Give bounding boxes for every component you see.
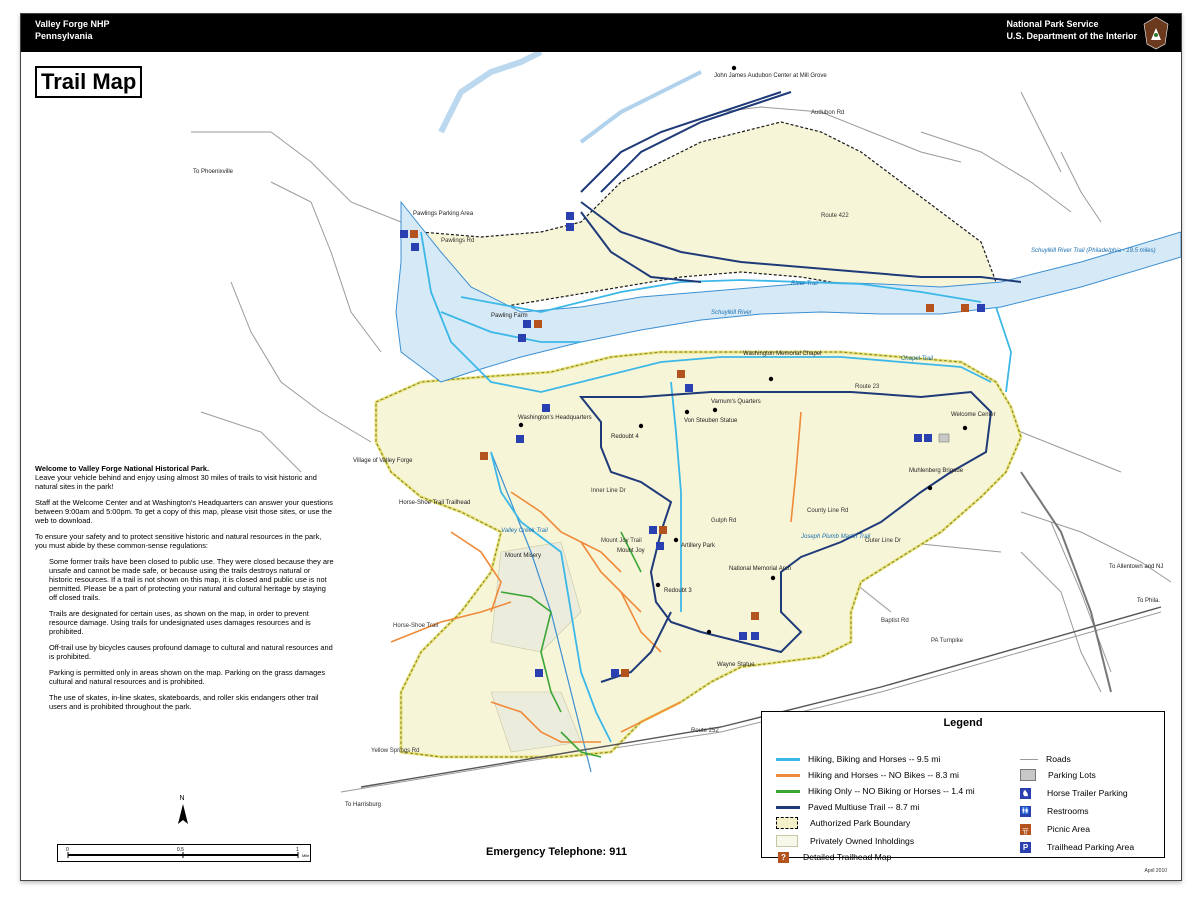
label-route252: Route 252	[691, 728, 719, 734]
label-to-allentown: To Allentown and NJ	[1109, 564, 1164, 570]
rule-closed-trails: Some former trails have been closed to public use. They were closed because they are unsafe and cannot be made safe, or because using the trails destroys natural or historic resources. If a trail is not shown on this map, it is closed and public use is not permitted. Please be a part of protecting your natural and cultural heritage by staying off closed trails.	[49, 557, 334, 602]
label-river-trail: River Trail	[791, 281, 818, 287]
swatch-inholding	[776, 835, 798, 847]
swatch-road	[1020, 759, 1038, 760]
swatch-orange	[776, 774, 800, 777]
park-boundary-south	[376, 352, 1021, 757]
label-village: Village of Valley Forge	[353, 458, 413, 464]
intro-p3: To ensure your safety and to protect sensitive historic and natural resources in the park, you must abide by these common-sense regulations:	[35, 532, 322, 550]
label-pa-turnpike: PA Turnpike	[931, 638, 963, 644]
legend-item-roads: Roads	[1020, 752, 1071, 766]
label-horse-shoe-trailhead: Horse-Shoe Trail Trailhead	[399, 500, 471, 506]
label-valley-creek-trail: Valley Creek Trail	[501, 528, 548, 534]
scale-tick-half: 0.5	[177, 847, 184, 853]
legend-item-hiking-horses: Hiking and Horses -- NO Bikes -- 8.3 mi	[776, 768, 959, 782]
label-to-harrisburg: To Harrisburg	[345, 802, 382, 808]
legend-item-boundary: Authorized Park Boundary	[776, 816, 910, 830]
label-county-line-rd: County Line Rd	[807, 508, 849, 514]
label-redoubt4: Redoubt 4	[611, 434, 639, 440]
label-chapel: Washington Memorial Chapel	[743, 351, 822, 357]
label-inner-line-dr: Inner Line Dr	[591, 488, 626, 494]
perkiomen-creek	[441, 52, 541, 132]
swatch-green	[776, 790, 800, 793]
date-stamp: April 2010	[1144, 868, 1167, 874]
label-redoubt3: Redoubt 3	[664, 588, 692, 594]
swatch-boundary	[776, 817, 798, 829]
agency-name: National Park Service	[1006, 19, 1099, 29]
label-mount-joy-trail: Mount Joy Trail	[601, 538, 642, 544]
rule-offtrail-bikes: Off-trail use by bicycles causes profound damage to cultural and natural resources and is prohibited.	[49, 643, 333, 661]
route-422-east	[1021, 472, 1111, 692]
legend-item-inholdings: Privately Owned Inholdings	[776, 834, 914, 848]
park-boundary-north	[421, 122, 996, 312]
legend-item-restrooms: 🚻 Restrooms	[1021, 806, 1089, 816]
label-muhlenberg: Muhlenberg Brigade	[909, 468, 964, 474]
north-arrow-icon	[173, 792, 193, 828]
horse-trailer-icon: ♞	[1021, 788, 1030, 798]
restroom-icon: 🚻	[1020, 806, 1031, 817]
scale-tick-0: 0	[66, 847, 69, 853]
intro-heading: Welcome to Valley Forge National Historical Park.	[35, 464, 210, 473]
label-varnum: Varnum's Quarters	[711, 399, 761, 405]
label-schuylkill-river: Schuylkill River	[711, 310, 752, 316]
map-sheet	[20, 13, 1182, 881]
label-pawling-farm: Pawling Farm	[491, 313, 528, 319]
rule-designated-use: Trails are designated for certain uses, as shown on the map, in order to prevent resource damage. Using trails for undesignated uses damages resources and is prohibited.	[49, 609, 311, 636]
label-mount-joy: Mount Joy	[617, 548, 645, 554]
intro-text	[35, 464, 335, 718]
legend-item-trailhead-parking: P Trailhead Parking Area	[1020, 840, 1134, 854]
label-artillery-park: Artillery Park	[681, 543, 716, 549]
park-name: Valley Forge NHP	[35, 19, 110, 29]
label-von-steuben: Von Steuben Statue	[684, 418, 738, 424]
swatch-dark-blue	[776, 806, 800, 809]
intro-p1: Leave your vehicle behind and enjoy using almost 30 miles of trails to visit historic and natural sites in the park!	[35, 473, 317, 491]
label-horse-shoe-trail: Horse-Shoe Trail	[393, 623, 439, 629]
label-washingtons-hq: Washington's Headquarters	[518, 415, 592, 421]
nps-arrowhead-logo-icon	[1143, 16, 1169, 50]
department-name: U.S. Department of the Interior	[1006, 31, 1137, 41]
label-mount-misery: Mount Misery	[505, 553, 542, 559]
legend-item-parking-lots: Parking Lots	[1020, 768, 1096, 782]
agency-id	[1006, 18, 1137, 42]
label-memorial-arch: National Memorial Arch	[729, 566, 792, 572]
label-welcome-center: Welcome Center	[951, 412, 996, 418]
scale-tick-1: 1	[296, 847, 299, 853]
park-id	[35, 18, 110, 42]
label-wayne-statue: Wayne Statue	[717, 662, 755, 668]
north-label: N	[179, 795, 185, 802]
label-to-phila: To Phila.	[1137, 598, 1161, 604]
label-route422: Route 422	[821, 213, 849, 219]
label-chapel-trail: Chapel Trail	[901, 356, 933, 362]
legend-item-horse-trailer: ♞ Horse Trailer Parking	[1021, 788, 1128, 798]
rule-parking: Parking is permitted only in areas shown on the map. Parking on the grass damages cultural and natural resources and is prohibited.	[49, 668, 326, 686]
legend-item-paved: Paved Multiuse Trail -- 8.7 mi	[776, 800, 919, 814]
legend-item-hiking-biking-horses: Hiking, Biking and Horses -- 9.5 mi	[776, 752, 940, 766]
label-pawlings-parking: Pawlings Parking Area	[413, 211, 474, 217]
label-audubon-rd: Audubon Rd	[811, 110, 845, 116]
swatch-light-blue	[776, 758, 800, 761]
scale-bar	[57, 844, 311, 862]
label-yellow-springs-rd: Yellow Springs Rd	[371, 748, 420, 754]
header-bar	[21, 14, 1181, 52]
label-outer-line-dr: Outer Line Dr	[865, 538, 902, 544]
label-perimeter-trail: Joseph Plumb Martin Trail	[801, 534, 871, 540]
rule-skates: The use of skates, in-line skates, skateboards, and roller skis endangers other trail users and is prohibited throughout the park.	[49, 693, 319, 711]
label-route23: Route 23	[855, 384, 880, 390]
label-baptist-rd: Baptist Rd	[881, 618, 909, 624]
question-mark-icon: ?	[778, 852, 789, 863]
legend	[761, 711, 1165, 862]
park-state: Pennsylvania	[35, 31, 93, 41]
legend-title: Legend	[943, 717, 983, 729]
legend-item-picnic: ╦ Picnic Area	[1020, 822, 1090, 836]
label-gulph-rd: Gulph Rd	[711, 518, 737, 524]
scale-unit: Mile	[302, 853, 310, 858]
emergency-phone: Emergency Telephone: 911	[486, 846, 628, 858]
legend-item-trailhead-map: ? Detailed Trailhead Map	[778, 850, 891, 864]
label-pawlings-rd: Pawlings Rd	[441, 238, 475, 244]
intro-p2: Staff at the Welcome Center and at Washington's Headquarters can answer your questions between 9:00am and 5:00pm. To get a copy of this map, please visit those sites, or use the web to download.	[35, 498, 333, 525]
picnic-table-icon: ╦	[1020, 824, 1031, 835]
legend-item-hiking-only: Hiking Only -- NO Biking or Horses -- 1.4 mi	[776, 784, 975, 798]
swatch-parking-lot	[1020, 769, 1036, 781]
page-title: Trail Map	[35, 66, 142, 98]
label-schuylkill-river-trail: Schuylkill River Trail (Philadelphia - 19.5 miles)	[1031, 248, 1156, 254]
label-to-phoenixville: To Phoenixville	[193, 169, 234, 175]
parking-p-icon: P	[1020, 842, 1031, 853]
label-audubon: John James Audubon Center at Mill Grove	[714, 73, 827, 79]
